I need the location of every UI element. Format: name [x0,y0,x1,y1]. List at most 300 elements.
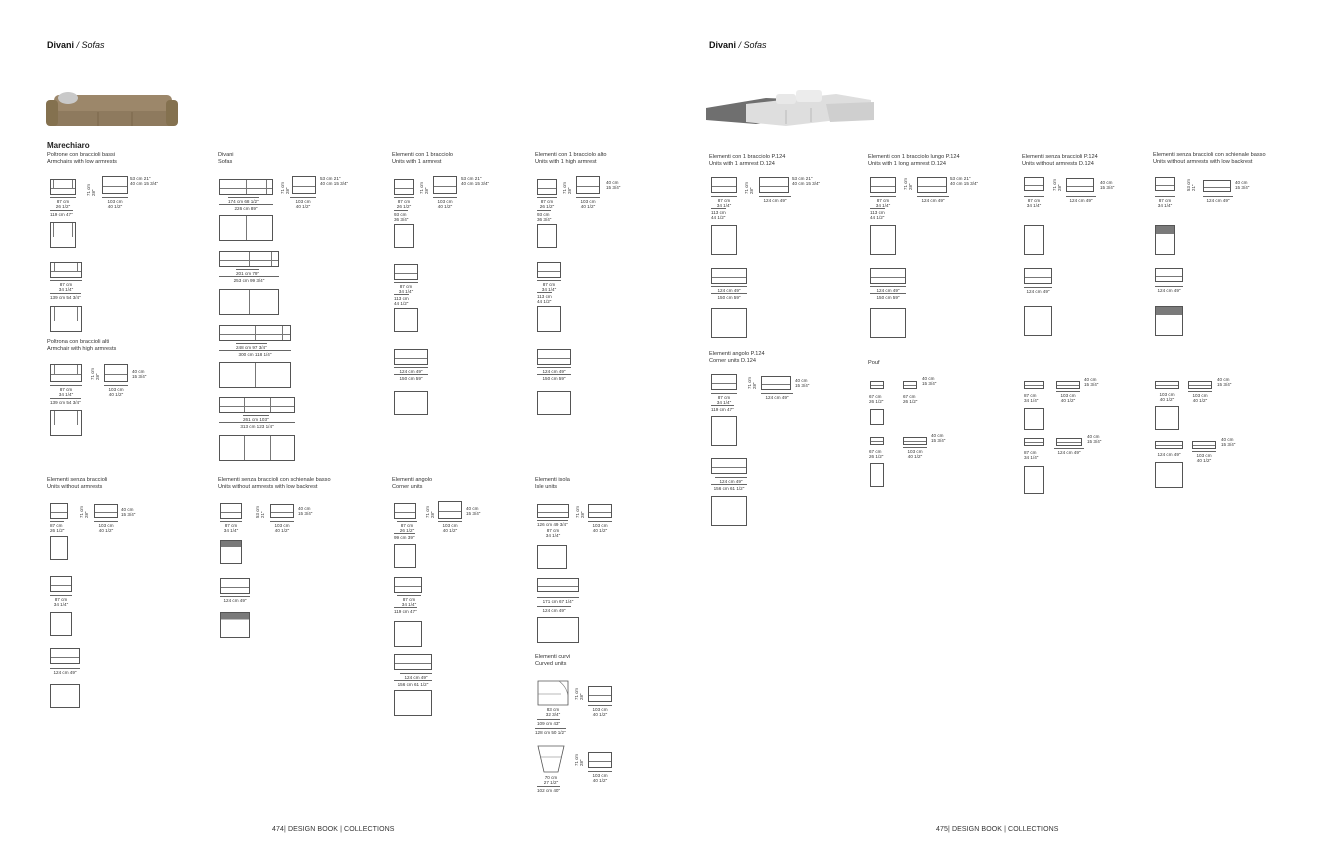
unit-front-drawing [537,504,569,518]
dimension-label: 253 cm 99 3/4" [219,276,279,283]
dimension-value: 103 cm [592,522,608,528]
dimension-value: 34 1/4" [1024,454,1039,460]
dimension-value: 28" [907,183,913,190]
dimension-label [433,197,457,209]
dimension-value: 67 cm [869,393,882,399]
dimension-value: 15 3/4" [132,373,147,379]
curved-unit-drawing [537,680,569,706]
dimension-value: 15 3/4" [1221,441,1236,447]
dimension-value: 40 cm [1087,433,1100,439]
sofa-top-drawing [219,435,295,461]
dimension-value: 53 cm 21" [950,175,971,181]
section-title-en: Units with 1 long armrest D.124 [868,161,947,167]
dimension-label: 128 cm 50 1/2" [535,729,566,735]
height-dimension [575,688,584,700]
section-title [392,477,432,491]
unit-front-drawing [220,503,242,519]
curved-unit-drawing [537,745,565,773]
dimension-label: 124 cm 49" [400,673,432,680]
dimension-value: 40 cm [1221,436,1234,442]
pouf-top-drawing [1155,406,1179,430]
height-dimension [575,754,584,766]
unit-front-drawing [1155,268,1183,282]
dimension-label: 124 cm 49" [394,367,428,374]
unit-front-drawing [1024,177,1044,191]
dimension-value: 71 cm [86,184,91,196]
dimension-label [1100,179,1114,190]
section-title-it: Poltrone con braccioli bassi [47,152,116,158]
dimension-value: 26 1/2" [903,398,918,404]
dimension-label [922,375,936,386]
dimension-value: 93 cm [394,211,407,217]
dimension-label [1221,436,1235,447]
unit-front-drawing [537,349,571,365]
dimension-label [903,393,917,404]
dimension-label [537,210,551,222]
dimension-label [132,368,146,379]
dimension-value: 53 cm 21" [130,175,151,181]
height-dimension [426,506,435,518]
unit-top-drawing [394,690,432,716]
unit-top-drawing [537,617,579,643]
dimension-value: 26 1/2" [55,203,71,209]
dimension-label: 124 cm 49" [1024,287,1052,294]
dimension-label [931,432,945,443]
dimension-label [576,197,600,209]
dimension-label [50,280,82,292]
dimension-value: 40 1/2" [1060,397,1076,403]
dimension-value: 103 cm [592,706,608,712]
dimension-label: 150 cm 59" [870,293,906,300]
dimension-label: 124 cm 49" [1054,448,1084,455]
section-title-en: Units without armrests with low backrest [1153,159,1253,165]
dimension-label [50,197,76,209]
armchair-side-drawing [102,176,128,194]
unit-front-drawing [394,654,432,670]
dimension-value: 113 cm [711,209,726,215]
dimension-value: 44 1/2" [537,298,552,304]
dimension-value: 71 cm [90,368,95,380]
sofa-photo [706,80,876,136]
unit-side-drawing [761,376,791,390]
dimension-value: 103 cm [442,522,458,528]
dimension-value: 53 cm [1186,179,1191,191]
dimension-value: 40 1/2" [592,527,608,533]
dimension-label [1155,391,1179,402]
dimension-value: 103 cm [107,198,123,204]
dimension-value: 36 3/4" [394,216,409,222]
pouf-top-drawing [1024,466,1044,494]
dimension-value: 87 cm [397,198,411,204]
dimension-label [588,521,612,533]
dimension-label [121,506,135,517]
dimension-value: 15 3/4" [1100,184,1115,190]
dimension-value: 40 cm 15 3/4" [461,180,490,186]
dimension-label: 124 cm 49" [537,367,571,374]
unit-front-drawing [1155,177,1175,191]
armchair-top-drawing [50,410,82,436]
armchair-side-drawing [104,364,128,382]
unit-side-drawing [433,176,457,194]
dimension-value: 87 cm [54,596,68,602]
section-title-en: Curved units [535,661,567,667]
height-dimension [87,184,96,196]
section-title [47,477,107,491]
dimension-label: 119 cm 47" [394,608,417,614]
dimension-value: 15 3/4" [922,380,937,386]
dimension-label [869,448,883,459]
dimension-label [1192,451,1216,463]
dimension-label: 124 cm 49" [870,286,906,293]
header-category: Divani [709,40,737,50]
dimension-label [102,197,128,209]
height-dimension [904,178,913,190]
height-dimension [281,182,290,194]
dimension-value: 44 1/2" [711,214,726,220]
dimension-value: 87 cm [717,197,731,203]
unit-front-drawing [711,268,747,284]
dimension-value: 34 1/4" [401,601,417,607]
dimension-label [537,197,557,209]
page-header-left [47,40,105,50]
dimension-value: 15 3/4" [795,382,810,388]
dimension-value: 27 1/2" [543,779,559,785]
dimension-value: 40 cm 15 3/4" [320,180,349,186]
unit-side-drawing [270,504,294,518]
dimension-value: 87 cm [546,527,560,533]
unit-side-drawing [94,504,118,518]
dimension-label: 124 cm 49" [1157,451,1181,457]
unit-top-drawing [1024,306,1052,336]
dimension-value: 71 cm [744,182,749,194]
dimension-value: 40 1/2" [274,527,290,533]
unit-front-drawing [870,268,906,284]
dimension-value: 87 cm [540,198,554,204]
dimension-value: 26 1/2" [396,203,412,209]
dimension-value: 26 1/2" [869,453,884,459]
sofa-front-drawing [219,251,279,267]
pouf-front-drawing [1155,381,1179,389]
dimension-value: 40 1/2" [108,391,124,397]
dimension-value: 87 cm [224,522,238,528]
unit-top-drawing [220,540,242,564]
section-title-it: Elementi con 1 bracciolo [392,152,453,158]
section-title-it: Elementi angolo P.124 [709,351,765,357]
dimension-value: 71 cm [280,182,285,194]
section-title-it: Elementi con 1 bracciolo alto [535,152,607,158]
section-title [218,152,234,166]
dimension-label: 99 cm 39" [394,534,415,540]
dimension-value: 40 cm [795,377,808,383]
page-header-right [709,40,767,50]
unit-front-drawing [50,576,72,592]
dimension-value: 87 cm [399,283,413,289]
dimension-value: 40 1/2" [442,527,458,533]
unit-side-drawing [588,504,612,518]
dimension-label [537,527,569,538]
section-title [709,154,785,168]
dimension-label: 102 cm 40" [537,787,561,793]
dimension-value: 15 3/4" [466,510,481,516]
dimension-value: 71 cm [79,506,84,518]
dimension-value: 34 1/4" [545,532,561,538]
dimension-value: 40 cm [606,179,619,185]
dimension-value: 28" [423,187,429,194]
dimension-value: 71 cm [562,182,567,194]
dimension-value: 34 1/4" [1026,202,1042,208]
dimension-label: 126 cm 49 3/4" [537,521,568,527]
dimension-value: 15 3/4" [1084,381,1099,387]
dimension-value: 34 1/4" [398,288,414,294]
section-title-it: Elementi senza braccioli P.124 [1022,154,1098,160]
dimension-label: 226 cm 89" [219,204,273,211]
dimension-label [792,175,820,186]
dimension-label [1024,392,1038,403]
dimension-label [397,595,421,607]
section-title [535,477,570,491]
dimension-label: 156 cm 61 1/2" [711,484,747,491]
dimension-label [903,447,927,459]
dimension-label: 313 cm 123 1/4" [219,422,295,429]
dimension-label [711,393,737,405]
dimension-value: 40 cm [121,506,134,512]
unit-front-drawing [711,177,737,193]
unit-side-drawing [1066,178,1094,192]
dimension-value: 26 1/2" [399,527,415,533]
header-category: Divani [47,40,75,50]
armchair-front-drawing [50,179,76,195]
footer-left: 474| DESIGN BOOK | COLLECTIONS [272,826,395,833]
armchair-front-drawing [50,262,82,278]
unit-side-drawing [1203,180,1231,192]
height-dimension [748,377,757,389]
armchair-top-drawing [50,306,82,332]
dimension-value: 40 1/2" [1159,396,1175,402]
dimension-value: 71 cm [747,377,752,389]
dimension-value: 103 cm [437,198,453,204]
height-dimension [576,506,585,518]
dimension-value: 34 1/4" [875,202,891,208]
dimension-value: 34 1/4" [541,286,557,292]
unit-top-drawing [711,308,747,338]
unit-top-drawing [394,224,414,248]
dimension-value: 53 cm 21" [792,175,813,181]
unit-front-drawing [537,262,561,278]
dimension-value: 67 cm [869,448,882,454]
pouf-top-drawing [1155,462,1183,488]
unit-top-drawing [870,308,906,338]
unit-front-drawing [394,179,414,195]
section-title [47,339,116,353]
pouf-front-drawing [1155,441,1183,449]
model-name: Marechiaro [47,141,90,150]
section-title [535,152,607,166]
unit-top-drawing [537,306,561,332]
dimension-label [394,210,408,222]
dimension-value: 87 cm [1024,392,1037,398]
pouf-side-drawing [1056,381,1080,389]
dimension-value: 87 cm [1027,197,1041,203]
dimension-label [1087,433,1101,444]
dimension-value: 83 cm [546,706,560,712]
dimension-label [1155,196,1175,208]
section-title-en: Sofas [218,159,233,165]
dimension-value: 15 3/4" [606,184,621,190]
dimension-label [950,175,978,186]
dimension-value: 87 cm [56,198,70,204]
dimension-label: 124 cm 49" [1155,286,1183,293]
dimension-value: 87 cm [50,522,63,528]
section-title-it: Elementi isola [535,477,570,483]
unit-front-drawing [394,577,422,593]
dimension-label: 124 cm 49" [1066,196,1096,203]
section-title [392,152,453,166]
dimension-label [537,292,552,304]
section-title-en: Units without armrests with low backrest [218,484,318,490]
height-dimension [1187,179,1196,191]
dimension-label [1024,449,1038,460]
dimension-label: 201 cm 79" [236,270,260,276]
section-title [47,152,117,166]
section-title-it: Elementi curvi [535,654,571,660]
dimension-value: 71 cm [425,506,430,518]
dimension-value: 103 cm [1060,392,1076,398]
pouf-side-drawing [903,437,927,445]
dimension-label: 124 cm 49" [715,477,747,484]
height-dimension [563,182,572,194]
sofa-top-drawing [219,215,273,241]
dimension-value: 87 cm [402,596,416,602]
unit-front-drawing [711,458,747,474]
dimension-value: 40 1/2" [907,453,923,459]
height-dimension [256,506,265,518]
unit-top-drawing [537,545,567,569]
dimension-value: 28" [1056,184,1062,191]
pouf-top-drawing [870,409,884,425]
dimension-value: 36 3/4" [537,216,552,222]
pouf-front-drawing [1024,381,1044,389]
dimension-value: 40 1/2" [1196,457,1212,463]
unit-top-drawing [711,416,737,446]
dimension-value: 34 1/4" [53,601,69,607]
unit-front-drawing [870,177,896,193]
section-title-it: Elementi senza braccioli [47,477,108,483]
dimension-value: 103 cm [295,198,311,204]
dimension-label: 150 cm 59" [711,293,747,300]
dimension-label [298,505,312,516]
dimension-value: 93 cm [537,211,550,217]
dimension-value: 71 cm [419,182,424,194]
dimension-value: 103 cm [580,198,596,204]
dimension-label [50,521,64,533]
dimension-value: 44 1/2" [870,214,885,220]
dimension-label [540,774,562,785]
dimension-value: 15 3/4" [298,510,313,516]
dimension-value: 113 cm [537,293,552,299]
dimension-value: 21" [259,511,265,518]
unit-front-drawing [537,179,557,195]
unit-top-drawing [50,612,72,636]
section-title-it: Poltrona con braccioli alti [47,339,110,345]
dimension-value: 28" [578,759,584,766]
dimension-value: 15 3/4" [1235,184,1250,190]
sofa-front-drawing [219,325,291,341]
dimension-value: 40 cm 15 3/4" [130,180,159,186]
dimension-label [588,705,612,717]
section-title [1022,154,1098,168]
dimension-label: 261 cm 103" [243,416,269,422]
armchair-top-drawing [50,222,76,248]
dimension-label [1188,391,1212,403]
unit-side-drawing [576,176,600,194]
dimension-label [50,385,82,397]
dimension-value: 40 cm [922,375,935,381]
section-title-it: Elementi con 1 bracciolo lungo P.124 [868,154,960,160]
dimension-value: 53 cm 21" [461,175,482,181]
dimension-label: 139 cm 54 3/4" [50,294,81,300]
dimension-value: 34 1/4" [223,527,239,533]
dimension-value: 70 cm [544,774,558,780]
dimension-value: 103 cm [1192,392,1208,398]
dimension-value: 40 1/2" [295,203,311,209]
dimension-value: 28" [751,382,757,389]
unit-top-drawing [537,224,557,248]
unit-top-drawing [394,621,422,647]
dimension-label [130,175,158,186]
dimension-label: 124 cm 49" [50,668,80,675]
dimension-label [290,197,316,209]
section-title [1153,152,1266,166]
dimension-label [870,208,885,220]
dimension-label [1024,196,1044,208]
unit-top-drawing [1155,306,1183,336]
dimension-label: 174 cm 68 1/2" [228,198,259,204]
dimension-label [588,771,612,783]
dimension-value: 28" [90,189,96,196]
dimension-value: 87 cm [59,281,73,287]
dimension-value: 28" [284,187,290,194]
section-title-en: Isle units [535,484,558,490]
dimension-label [397,521,417,533]
dimension-label [394,282,418,294]
dimension-label [466,505,480,516]
dimension-value: 113 cm [394,295,409,301]
unit-top-drawing [50,536,68,560]
dimension-value: 40 1/2" [1192,397,1208,403]
section-title-en: Units with 1 armrest D.124 [709,161,775,167]
dimension-label [394,197,414,209]
dimension-value: 34 1/4" [1157,202,1173,208]
dimension-value: 40 1/2" [592,777,608,783]
dimension-label [438,521,462,533]
header-subcategory: / Sofas [76,40,105,50]
dimension-value: 15 3/4" [1217,381,1232,387]
dimension-label [1235,179,1249,190]
height-dimension [91,368,100,380]
section-title-en: Corner units [392,484,423,490]
dimension-label [104,385,128,397]
section-title-it: Pouf [868,360,880,366]
height-dimension [80,506,89,518]
dimension-label [869,393,883,404]
dimension-label [1217,376,1231,387]
dimension-value: 40 1/2" [580,203,596,209]
unit-top-drawing [394,308,418,332]
section-title-en: Units with 1 high armrest [535,159,597,165]
section-title-it: Divani [218,152,234,158]
pouf-front-drawing [870,381,884,389]
dimension-value: 87 cm [59,386,73,392]
